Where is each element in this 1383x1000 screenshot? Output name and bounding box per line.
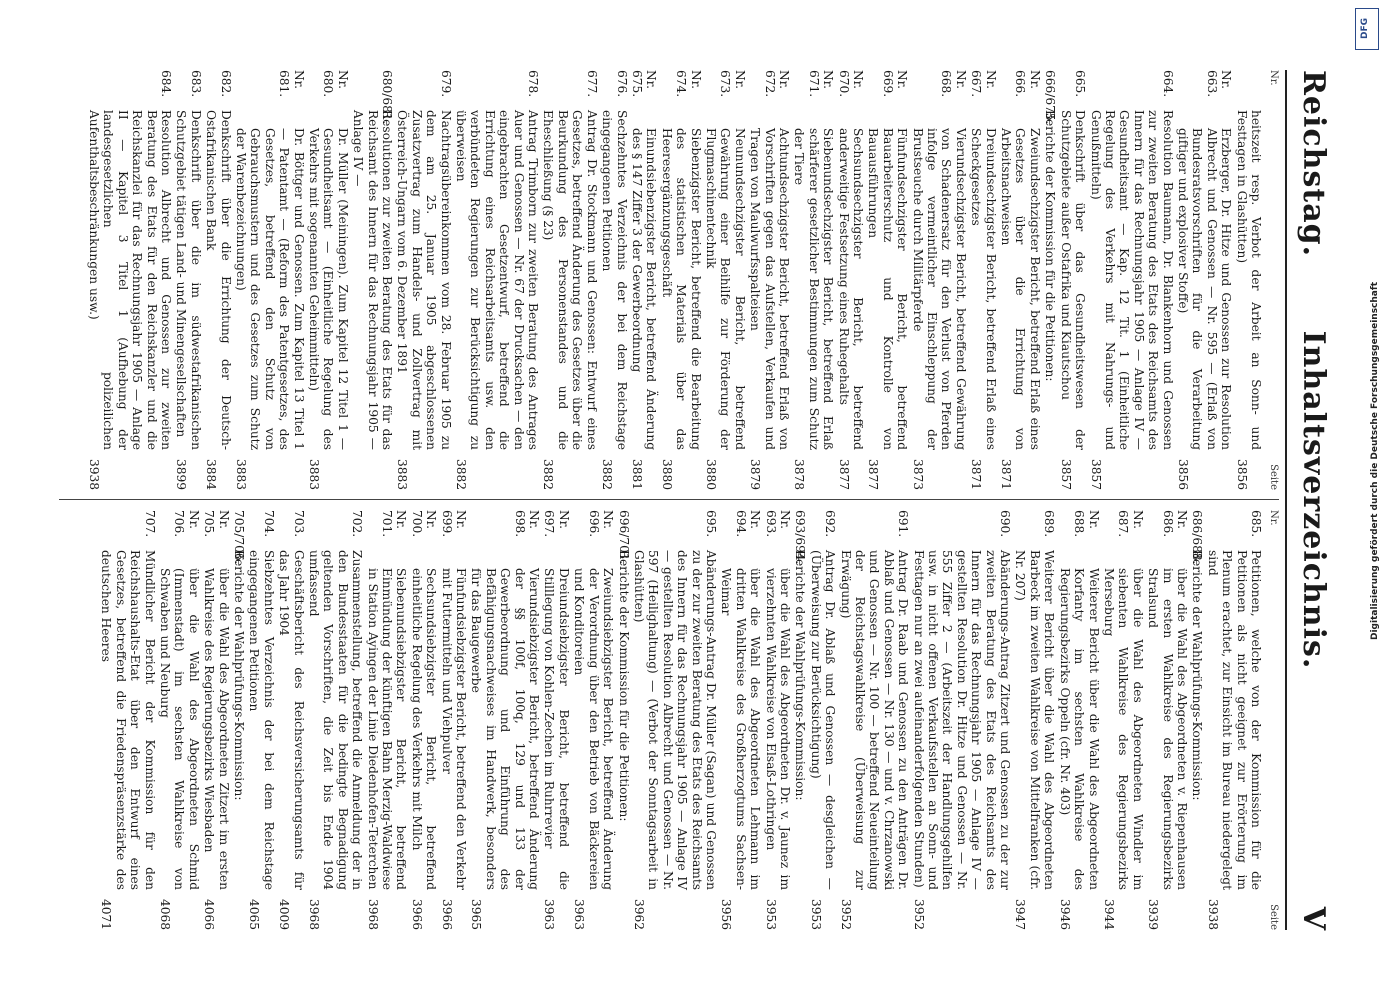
toc-entry — [999, 70, 1042, 490]
entry-page: 3953 — [763, 898, 778, 930]
toc-entry — [659, 70, 702, 490]
toc-entry — [247, 510, 276, 930]
entry-text: Abänderungs-Antrag Zitzert und Genossen zu der zur zweiten Beratung des Etats des Reichsamts des Innern für das Rechnungsjahr 1905 — Anlage IV — gestellten Resolution Dr. Hitze und Genossen — Nr. 555 Ziffer 2 — (Arbeitszeit der Handlungsgehilfen usw. in nicht offenen Verkaufsstellen an Sonn- und Festtagen nur an zwei aufeinanderfolgenden Stunden) — [911, 550, 1013, 890]
entry-number: 664. — [1160, 70, 1175, 98]
entry-text: Nachtragsübereinkommen vom 28. Februar 1905 zu dem am 25. Januar 1905 abgeschlossenen Zusatzvertrag zum Handels- und Zollvertrag mit Österreich-Ungarn vom 6. Dezember 1891 — [395, 110, 453, 450]
entry-page: 4068 — [157, 898, 172, 930]
entry-number: 704. — [261, 510, 276, 538]
entry-number: 680/681. — [380, 70, 395, 125]
entry-page: 3857 — [1058, 458, 1073, 490]
entry-page: 3963 — [572, 898, 587, 930]
digitization-sidebar — [1352, 0, 1382, 1000]
entry-text: über die Wahl des Abgeordneten Schmid (Immenstadt) im sechsten Wahlkreise von Schwaben und Neuburg — [157, 568, 201, 890]
entry-text: über die Wahl des Abgeordneten Zitzert im ersten Wahlkreise des Regierungsbezirks Wiesbaden — [202, 568, 231, 890]
entry-page: 4066 — [202, 898, 217, 930]
entry-number: 696/701. — [616, 510, 631, 565]
entry-number: 677. — [584, 70, 599, 98]
entry-text: Zweiundsiebzigster Bericht, betreffend Änderung der Verordnung über den Betrieb von Bäckereien und Konditoreien — [572, 568, 616, 890]
entry-text: Weiterer Bericht über die Wahl des Abgeordneten Barbeck im zweiten Wahlkreise von Mittelfranken (cfr. Nr. 207) — [1013, 550, 1057, 890]
entry-number: 689. — [1042, 510, 1057, 538]
entry-text: Siebzehntes Verzeichnis der bei dem Reichstage eingegangenen Petitionen — [247, 550, 276, 890]
entry-text: Zweiundsechzigster Bericht, betreffend Erlaß eines Gesetzes über die Errichtung von Arbeitsnachweisen — [999, 128, 1042, 450]
entry-page: 3952 — [838, 898, 853, 930]
toc-entry — [409, 510, 438, 930]
entry-number: Nr. 663. — [1204, 70, 1234, 98]
entry-page: 3968 — [307, 898, 321, 930]
entry-page: 4009 — [277, 898, 292, 930]
entry-page: 3947 — [1013, 898, 1028, 930]
entry-number: 692. — [823, 510, 838, 538]
entry-number — [1234, 70, 1263, 110]
entry-page: 3880 — [703, 458, 718, 490]
entry-text: Geschäftsbericht des Reichsversicherungsamts für das Jahr 1904 — [277, 550, 306, 890]
toc-entry — [1013, 510, 1056, 930]
entry-text: Dr. Böttger und Genossen. Zum Kapitel 13 Titel 1 — Patentamt — (Reform des Patentgesetzes, des Gesetzes, betreffend den Schutz von Gebrauchsmustern und des Gesetzes zum Schutz der Warenbezeichnungen) — [233, 128, 306, 450]
entry-number: 691. — [896, 510, 911, 538]
dfg-logo-text: DFG — [1360, 17, 1370, 39]
toc-entry — [202, 510, 231, 930]
toc-entry — [911, 510, 1012, 930]
toc-entry — [1190, 510, 1204, 930]
toc-entry — [307, 510, 365, 930]
entry-number: 679. — [438, 70, 453, 98]
header-title: Inhaltsverzeichnis. — [1296, 330, 1331, 670]
entry-text: Resolution Albrecht und Genossen zur zweiten Beratung des Etats für den Reichskanzler und die Reichskanzlei für das Rechnungsjahr 1905 — Anlage II — Kapitel 3 Titel 1 (Aufhebung der landesgesetzlichen polizeilichen Aufenthaltsbeschränkungen usw.) — [86, 110, 173, 450]
entry-page: 3938 — [86, 458, 101, 490]
page-header — [1283, 70, 1331, 930]
entry-number: Nr. 705. — [202, 510, 231, 538]
entry-number: 705/706. — [231, 510, 246, 565]
entry-number: Nr. 666. — [1013, 70, 1042, 98]
entry-page: 3882 — [600, 458, 615, 490]
entry-page: 3883 — [395, 458, 410, 490]
entry-number: 690. — [998, 510, 1013, 538]
entry-text: Einundsiebenzigster Bericht, betreffend Änderung des § 147 Ziffer 3 der Gewerbeordnung — [629, 128, 659, 450]
entry-number: 693/694. — [793, 510, 808, 565]
entry-number: Nr. 700. — [409, 510, 439, 538]
entry-page: 3899 — [174, 458, 189, 490]
entry-page: 3953 — [808, 898, 823, 930]
entry-number: Nr. 699. — [439, 510, 469, 538]
entry-text: Berichte der Wahlprüfungs-Kommission: — [793, 550, 808, 801]
entry-text: Dreiundsechzigster Bericht, betreffend Erlaß eines Scheckgesetzes — [969, 128, 998, 450]
entry-page: 3939 — [1146, 898, 1161, 930]
left-entry-list — [87, 70, 1264, 490]
entry-text: heitszeit resp. Verbot der Arbeit an Sonn- und Festtagen in Glashütten) — [1234, 110, 1263, 450]
entry-text: Neunundsechzigster Bericht, betreffend Gewährung einer Beihilfe zur Förderung der Flugmaschinentechnik — [703, 128, 747, 450]
entry-text: Berichte der Wahlprüfungs-Kommission: — [1190, 550, 1205, 801]
toc-entry — [542, 510, 571, 930]
entry-text: Resolution Baumann, Dr. Blankenhorn und Genossen zur zweiten Beratung des Etats des Reichsamts des Innern für das Rechnungsjahr 1905 — Anlage IV — Gesundheitsamt — Kap. 12 Tit. 1 (Einheitliche Regelung des Verkehrs mit Nahrungs- und Genußmitteln) — [1088, 110, 1175, 450]
entry-text: Mündlicher Bericht der Kommission für den Reichshaushalts-Etat über den Entwurf eines Gesetzes, betreffend die Friedenspräsenzstärke des deutschen Heeres — [99, 550, 157, 890]
entry-page: 3952 — [911, 898, 926, 930]
entry-number: 695. — [703, 510, 718, 538]
entry-number: 678. — [526, 70, 541, 98]
toc-entry — [232, 510, 246, 930]
entry-text: Fünfundsechzigster Bericht, betreffend Bauarbeiterschutz und Kontrolle von Bauausführungen — [866, 128, 910, 450]
entry-page: 3963 — [542, 898, 557, 930]
entry-number: 666/675. — [1043, 70, 1058, 125]
entry-text: Antrag Dr. Raab und Genossen zu den Anträgen Dr. Ablaß und Genossen — Nr. 130 — und v. Chrzanowski und Genossen — Nr. 100 — betreffend Neueinteilung der Reichstagswahlkreise (Überweisung zur Erwägung) — [838, 550, 911, 890]
entry-page: 3883 — [233, 458, 248, 490]
entry-text: über die Wahl des Abgeordneten Dr. v. Jaunez im vierzehnten Wahlkreise von Elsaß-Lothringen — [763, 568, 792, 890]
dfg-logo — [1355, 8, 1379, 50]
entry-text: Antrag Dr. Ablaß und Genossen — desgleichen — (Überweisung zur Berücksichtigung) — [808, 550, 838, 890]
entry-number: Nr. 674. — [674, 70, 703, 98]
entry-text: Siebenzigster Bericht, betreffend die Bearbeitung des statistischen Materials über das Heeresergänzungsgeschäft — [659, 128, 703, 450]
toc-entry — [1234, 70, 1263, 490]
entry-text: Denkschrift über das Gesundheitswesen der Schutzgebiete außer Ostafrika und Kiautschou — [1058, 110, 1088, 450]
toc-entry — [1102, 510, 1145, 930]
entry-number: Nr. 701. — [380, 510, 409, 538]
toc-entry — [204, 70, 233, 490]
entry-text: Erzberger, Dr. Hitze und Genossen zur Resolution Albrecht und Genossen — Nr. 595 — (Erlaß von Bundesratsvorschriften für die Verarbeitung giftiger und explosiver Stoffe) — [1175, 128, 1234, 450]
entry-text: über die Wahl des Abgeordneten v. Riepenhausen im ersten Wahlkreise des Regierungsbezirks Stralsund — [1146, 568, 1189, 890]
entry-page: 3966 — [409, 898, 424, 930]
entry-page: 3856 — [1175, 458, 1190, 490]
toc-entry — [351, 70, 394, 490]
entry-number: Nr. 675. — [629, 70, 659, 98]
toc-entry — [87, 70, 173, 490]
entry-number: Nr. 673. — [718, 70, 747, 98]
entry-number: Nr. 694. — [733, 510, 763, 538]
entry-number: Nr. 698. — [512, 510, 542, 538]
toc-entry — [439, 510, 468, 930]
entry-number: 686/688. — [1190, 510, 1205, 565]
entry-page: 3962 — [631, 898, 646, 930]
entry-text: Antrag Dr. Stockmann und Genossen: Entwurf eines Gesetzes, betreffend Änderung des Gesetzes über die Beurkundung des Personenstandes und die Eheschließung (§ 23) — [541, 110, 599, 450]
entry-text: Sechzehntes Verzeichnis der bei dem Reichstage eingegangenen Petitionen — [600, 110, 629, 450]
toc-entry — [1058, 70, 1087, 490]
toc-entry — [99, 510, 157, 930]
entry-text: Denkschrift über die Errichtung der Deutsch-Ostafrikanischen Bank — [204, 110, 233, 450]
entry-number: Nr. 706. — [172, 510, 201, 538]
right-column — [59, 510, 1279, 930]
digitization-credit: Digitalisierung gefördert durch die Deutsche Forschungsgemeinschaft — [1370, 281, 1380, 640]
entry-text: Berichte der Wahlprüfungs-Kommission: — [231, 550, 246, 801]
toc-entry — [307, 70, 350, 490]
entry-page: 3857 — [1088, 458, 1103, 490]
entry-text: Dreiundsiebzigster Bericht, betreffend die Stilllegung von Kohlen-Zechen im Ruhrrevier — [542, 568, 571, 890]
entry-number: 707. — [142, 510, 157, 538]
toc-entry — [541, 70, 599, 490]
toc-entry — [836, 70, 865, 490]
toc-entry — [395, 70, 453, 490]
entry-number: 703. — [291, 510, 306, 538]
entry-text: Siebenundsechzigster Bericht, betreffend Erlaß schärferer gesetzlicher Bestimmungen zum Schutz der Tiere — [792, 128, 836, 450]
right-entry-list — [99, 510, 1263, 930]
toc-entry — [792, 70, 835, 490]
entry-page: 3879 — [748, 458, 763, 490]
column-divider — [59, 499, 1279, 500]
entry-number: Nr. 667. — [969, 70, 998, 98]
toc-entry — [910, 70, 968, 490]
header-left: Reichstag. — [1296, 70, 1331, 258]
toc-entry — [1088, 70, 1174, 490]
toc-entry — [469, 510, 541, 930]
toc-entry — [365, 510, 408, 930]
toc-entry — [748, 70, 791, 490]
entry-number: Nr. 686. — [1160, 510, 1189, 538]
entry-page: 3877 — [836, 458, 851, 490]
entry-text: Dr. Müller (Meiningen). Zum Kapitel 12 Titel 1 — Gesundheitsamt — (Einheitliche Regelung des Verkehrs mit sogenannten Geheimmitteln) — [307, 128, 350, 450]
entry-page: 3965 — [469, 898, 484, 930]
toc-entry — [866, 70, 909, 490]
toc-entry — [277, 510, 306, 930]
entry-number: 665. — [1073, 70, 1088, 98]
entry-text: Fünfundsiebzigster Bericht, betreffend den Verkehr mit Futtermitteln und Viehpulver — [439, 568, 469, 890]
entry-page: 4071 — [99, 898, 114, 930]
left-column — [59, 70, 1279, 490]
entry-page: 3944 — [1101, 898, 1116, 930]
entry-page: 3871 — [969, 458, 984, 490]
toc-entry — [234, 70, 306, 490]
entry-number: Nr. 680. — [321, 70, 350, 98]
entry-number: 682. — [218, 70, 233, 98]
entry-text: Sechsundsiebzigster Bericht, betreffend einheitliche Regelung des Verkehrs mit Milch — [409, 568, 439, 890]
entry-page: 3871 — [999, 458, 1014, 490]
entry-text: Vierundsiebzigster Bericht, betreffend Änderung der §§ 100f, 100q, 129 und 133 der Gewerbeordnung und Einführung des Befähigungsnachweises im Handwerk, besonders für das Baugewerbe — [469, 568, 542, 890]
entry-number: Nr. 670. — [836, 70, 866, 98]
toc-entry — [1146, 510, 1189, 930]
entry-text: Weiterer Bericht über die Wahl des Abgeordneten Korfanty im sechsten Wahlkreise des Regierungsbezirks Oppeln (cfr. Nr. 403) — [1057, 568, 1101, 890]
entry-page: 3878 — [792, 458, 807, 490]
entry-number: Nr. 668. — [939, 70, 968, 98]
toc-entry — [969, 70, 998, 490]
entry-page: 3877 — [866, 458, 881, 490]
header-rule — [1285, 70, 1287, 930]
entry-number: Nr. 697. — [542, 510, 571, 538]
toc-entry — [630, 70, 659, 490]
entry-text: über die Wahl des Abgeordneten Windler im siebenten Wahlkreise des Regierungsbezirks Merseburg — [1101, 568, 1145, 890]
toc-entry — [632, 510, 718, 930]
entry-page: 3966 — [439, 898, 454, 930]
entry-number: 684. — [158, 70, 173, 98]
entry-number: Nr. 681. — [277, 70, 306, 98]
entry-number: Nr. 672. — [762, 70, 791, 98]
left-column-head — [1263, 70, 1279, 490]
entry-text: Berichte der Kommission für die Petitionen: — [616, 550, 631, 822]
entry-page: 3883 — [307, 458, 321, 490]
toc-entry — [174, 70, 203, 490]
toc-entry — [1043, 70, 1057, 490]
toc-entry — [808, 510, 837, 930]
entry-text: Petitionen, welche von der Kommission für die Petitionen als nicht geeignet zur Erörterung im Plenum erachtet, zur Einsicht im Bureau niedergelegt sind — [1205, 550, 1263, 890]
right-column-head — [1263, 510, 1279, 930]
entry-text: Berichte der Kommission für die Petitionen: — [1043, 110, 1058, 382]
toc-entry — [1205, 510, 1263, 930]
toc-entry — [454, 70, 540, 490]
entry-text: Denkschrift über die im südwestafrikanischen Schutzgebiet tätigen Land- und Minengesellschaften — [174, 110, 203, 450]
entry-text: über die Wahl des Abgeordneten Lehmann im dritten Wahlkreise des Großherzogtums Sachsen-Weimar — [719, 568, 763, 890]
nr-label: Nr. — [1268, 510, 1279, 526]
entry-number: Nr. 671. — [806, 70, 836, 98]
toc-entry — [719, 510, 762, 930]
entry-number: 685. — [1249, 510, 1263, 538]
entry-text: Resolutionen zur zweiten Beratung des Etats für das Reichsamt des Innern für das Rechnungsjahr 1905 — Anlage IV — — [351, 110, 395, 450]
entry-number: Nr. 687. — [1116, 510, 1145, 538]
page-number: V — [1296, 906, 1331, 930]
nr-label: Nr. — [1268, 70, 1279, 86]
entry-page: 3873 — [910, 458, 925, 490]
toc-entry — [1176, 70, 1234, 490]
toc-entry — [600, 70, 629, 490]
entry-page: 3946 — [1057, 898, 1072, 930]
entry-text: Sechsundsechzigster Bericht, betreffend anderweitige Festsetzung eines Ruhegehalts — [836, 128, 866, 450]
entry-text: Vierundsechzigster Bericht, betreffend Gewährung von Schadenersatz für den Verlust von Pferden infolge vermeintlicher Einschleppung der Brustseuche durch Militärpferde — [910, 128, 968, 450]
entry-text: Abänderungs-Antrag Dr. Müller (Sagan) und Genossen zu der zur zweiten Beratung des Etats des Reichsamts des Innern für das Rechnungsjahr 1905 — Anlage IV — gestellten Resolution Albrecht und Genossen — Nr. 597 (Heilighaltung) — (Verbot der Sonntagsarbeit in Glashütten) — [631, 550, 718, 890]
toc-entry — [1057, 510, 1100, 930]
entry-page: 3882 — [541, 458, 556, 490]
toc-entry — [158, 510, 201, 930]
entry-page: 3881 — [629, 458, 644, 490]
entry-number: Nr. 693. — [763, 510, 792, 538]
entry-page: 4065 — [247, 898, 262, 930]
seite-label: Seite — [1268, 904, 1279, 930]
entry-number: 676. — [614, 70, 629, 98]
toc-entry — [572, 510, 615, 930]
entry-page: 3956 — [719, 898, 734, 930]
entry-page: 3880 — [659, 458, 674, 490]
seite-label: Seite — [1268, 464, 1279, 490]
entry-number: Nr. 696. — [586, 510, 616, 538]
entry-number: 702. — [350, 510, 365, 538]
entry-text: Siebenundsiebzigster Bericht, betreffend Einmündung der künftigen Bahn Merzig-Waldwiese in Station Ayingen der Linie Diedenhofen-Teterchen — [365, 568, 409, 890]
toc-entry — [704, 70, 747, 490]
entry-page: 3938 — [1205, 898, 1220, 930]
toc-entry — [793, 510, 807, 930]
entry-page: 3884 — [204, 458, 219, 490]
toc-entry — [763, 510, 792, 930]
entry-number: Nr. 669. — [880, 70, 910, 98]
entry-text: Achtundsechzigster Bericht, betreffend Erlaß von Vorschriften gegen das Aufstellen, Verkaufen und Tragen von Maulwurfsspalteisen — [748, 128, 791, 450]
entry-page: 3968 — [365, 898, 380, 930]
toc-entry — [616, 510, 630, 930]
toc-entry — [838, 510, 910, 930]
entry-text: Zusammenstellung, betreffend die Anmeldung der in den Bundesstaaten für die bedingte Begnadigung geltenden Vorschriften, die Zeit bis Ende 1904 umfassend — [307, 550, 365, 890]
entry-number: 683. — [188, 70, 203, 98]
entry-number: Nr. 688. — [1072, 510, 1101, 538]
entry-page: 3856 — [1234, 458, 1249, 490]
entry-page: 3882 — [454, 458, 469, 490]
entry-text: Antrag Trimborn zur zweiten Beratung des Antrages Auer und Genossen — Nr. 67 der Drucksachen — den eingebrachten Gesetzentwurf, betreffend die Errichtung eines Reichsarbeitsamts usw. den verbündeten Regierungen zur Berücksichtigung zu überweisen — [454, 110, 541, 450]
